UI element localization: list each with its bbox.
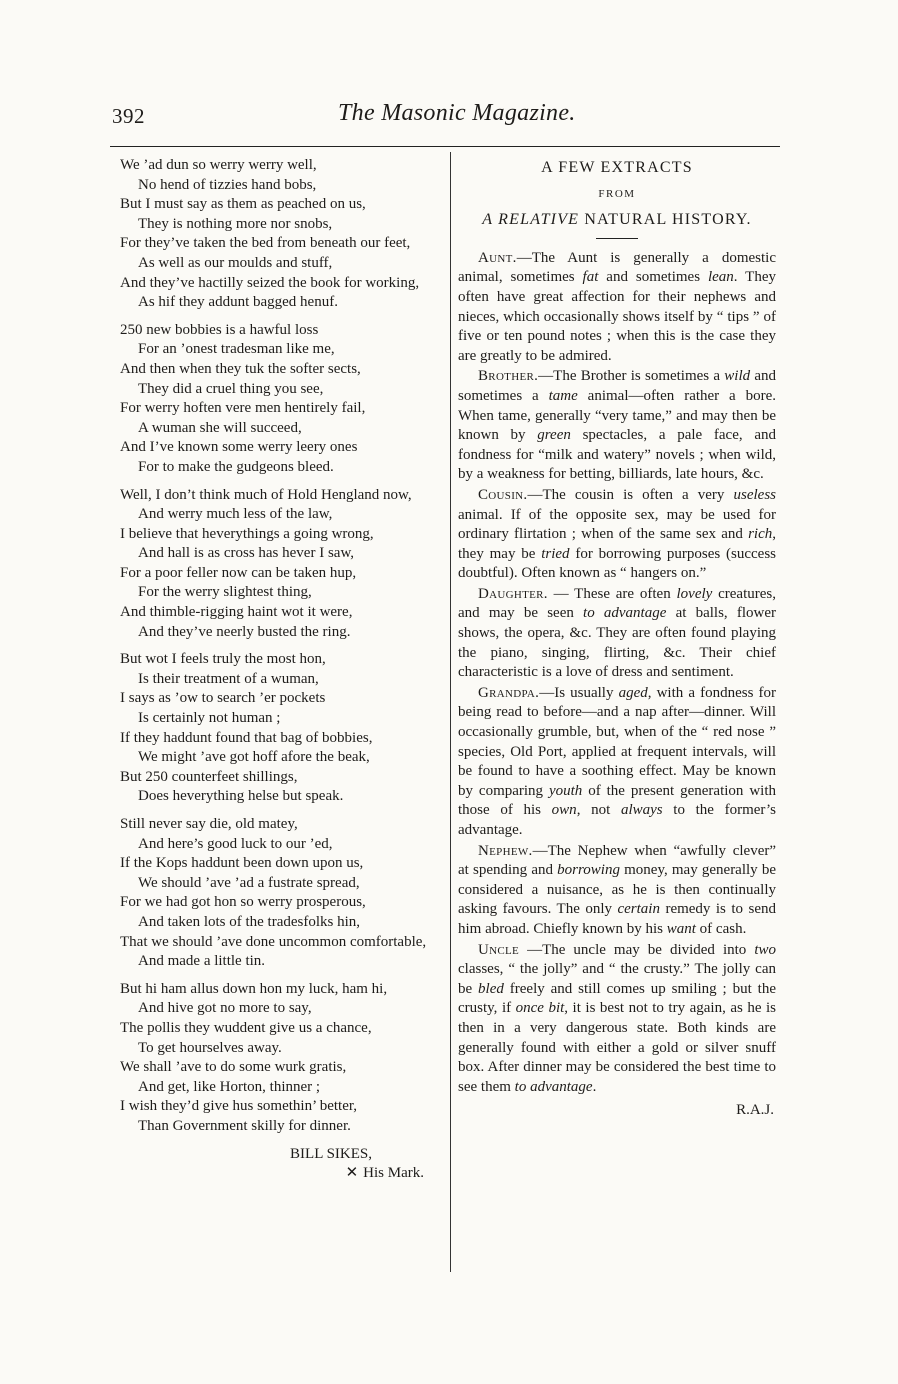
entry-aunt <box>458 249 776 367</box>
poem-line: We might ’ave got hoff afore the beak, <box>138 749 370 766</box>
article-entries <box>458 249 776 1098</box>
entry-term: Aunt. <box>478 249 517 266</box>
poem-line: I believe that heverythings a going wrong, <box>120 525 374 542</box>
poem-line: For the werry slightest thing, <box>138 584 312 601</box>
entry-uncle <box>458 941 776 1098</box>
column-divider <box>450 152 451 1272</box>
poem-line: Than Government skilly for dinner. <box>138 1117 351 1134</box>
poem-line: As well as our moulds and stuff, <box>138 254 333 271</box>
article-subtitle-rest: NATURAL HISTORY. <box>579 211 752 229</box>
poem-line: For to make the gudgeons bleed. <box>138 458 334 475</box>
poem-stanza <box>120 321 442 478</box>
entry-body: —The Nephew when “awfully clever” at spending and borrowing money, may generally be considered a nuisance, as he is then continually asking favours. The only certain remedy is to send him abroad. Chiefly known by his want of cash. <box>458 842 777 937</box>
entry-term: Cousin. <box>478 486 528 503</box>
poem-stanza <box>120 980 442 1137</box>
entry-brother <box>458 367 776 485</box>
entry-body: — These are often lovely creatures, and may be seen to advantage at balls, flower shows, the opera, &c. They are often found playing the piano, singing, flirting, &c. Their chief characteristic is a love of dress and sentiment. <box>458 585 777 681</box>
poem-stanza <box>120 815 442 972</box>
mark-text: His Mark. <box>363 1165 424 1182</box>
poem-line: To get hourselves away. <box>138 1039 282 1056</box>
poem-line: No hend of tizzies hand bobs, <box>138 176 317 193</box>
poem-line: I wish they’d give hus somethin’ better, <box>120 1098 357 1115</box>
poem-line: And made a little tin. <box>138 953 266 970</box>
poem-line: We ’ad dun so werry werry well, <box>120 157 317 173</box>
poem-line: If they haddunt found that bag of bobbies, <box>120 729 373 746</box>
poem-line: And thimble-rigging haint wot it were, <box>120 604 353 621</box>
poem-line: And werry much less of the law, <box>138 506 333 523</box>
author-initials: R.A.J. <box>736 1102 774 1119</box>
poem-signature: BILL SIKES, <box>290 1145 372 1162</box>
cross-mark-icon: ✕ <box>345 1165 359 1182</box>
poem-line: That we should ’ave done uncommon comfortable, <box>120 933 427 950</box>
poem-mark <box>120 1164 442 1184</box>
article-subtitle <box>458 210 776 230</box>
poem-line: And taken lots of the tradesfolks hin, <box>138 913 361 930</box>
entry-term: Uncle <box>478 941 520 958</box>
poem-line: Still never say die, old matey, <box>120 816 298 832</box>
poem-line: If the Kops haddunt been down upon us, <box>120 855 364 872</box>
poem-line: And get, like Horton, thinner ; <box>138 1078 321 1095</box>
poem-column <box>120 156 442 1184</box>
header-rule <box>110 146 780 147</box>
poem-line: And they’ve hactilly seized the book for working, <box>120 274 420 291</box>
entry-cousin <box>458 486 776 584</box>
poem-stanza <box>120 486 442 643</box>
poem-line: And here’s good luck to our ’ed, <box>138 835 333 852</box>
poem-line: But I must say as them as peached on us, <box>120 196 366 213</box>
entry-grandpa <box>458 684 776 841</box>
poem-line: But wot I feels truly the most hon, <box>120 651 326 668</box>
entry-daughter <box>458 585 776 683</box>
poem-stanzas <box>120 156 442 1137</box>
poem-line: Is their treatment of a wuman, <box>138 670 319 687</box>
poem-line: For werry hoften vere men hentirely fail, <box>120 400 366 417</box>
entry-body: —The Brother is sometimes a wild and sometimes a tame animal—often rather a bore. When tame, generally “very tame,” and may then be known by green spectacles, a pale face, and fondness for “milk and watery” novels ; when wild, by a weakness for betting, billiards, late hours, &c. <box>458 368 777 483</box>
poem-line: For an ’onest tradesman like me, <box>138 341 335 358</box>
poem-line: For they’ve taken the bed from beneath our feet, <box>120 235 411 252</box>
poem-line: And hive got no more to say, <box>138 1000 312 1017</box>
poem-line: But 250 counterfeet shillings, <box>120 768 298 785</box>
poem-line: A wuman she will succeed, <box>138 419 302 436</box>
entry-body: —Is usually aged, with a fondness for being read to before—and a nap after—dinner. Will occasionally grumble, but, when of the “ red nose ” species, Old Port, applied at frequent intervals, will be found to have a soothing effect. May be known by comparing youth of the present generation with those of his own, not always to the former’s advantage. <box>458 684 776 838</box>
poem-line: And they’ve neerly busted the ring. <box>138 623 351 640</box>
entry-term: Daughter. <box>478 585 548 602</box>
entry-body: —The uncle may be divided into two classes, “ the jolly” and “ the crusty.” The jolly can be bled freely and still comes up smiling ; but the crusty, if once bit, it is best not to try again, as he is then in a very dangerous state. Both kinds are generally found with either a gold or silver snuff box. After dinner may be considered the best time to see them to advantage. <box>458 941 777 1095</box>
poem-line: We shall ’ave to do some wurk gratis, <box>120 1059 347 1076</box>
entry-term: Grandpa. <box>478 684 540 701</box>
poem-line: And hall is as cross has hever I saw, <box>138 545 355 562</box>
article-title-from: FROM <box>598 187 636 200</box>
running-title: The Masonic Magazine. <box>338 100 576 126</box>
poem-stanza <box>120 650 442 807</box>
poem-line: And I’ve known some werry leery ones <box>120 439 358 456</box>
poem-line: As hif they addunt bagged henuf. <box>138 294 338 311</box>
poem-line: Does heverything helse but speak. <box>138 788 344 805</box>
title-rule <box>596 238 638 239</box>
entry-nephew <box>458 842 776 940</box>
page-number: 392 <box>112 104 145 128</box>
entry-term: Brother. <box>478 368 539 385</box>
poem-stanza <box>120 156 442 313</box>
article-title: A FEW EXTRACTS <box>541 159 693 176</box>
poem-line: I says as ’ow to search ’er pockets <box>120 690 326 707</box>
article-column <box>458 156 776 1121</box>
poem-line: They is nothing more nor snobs, <box>138 215 333 232</box>
poem-line: For we had got hon so werry prosperous, <box>120 894 366 911</box>
poem-line: For a poor feller now can be taken hup, <box>120 564 357 581</box>
entry-body: —The Aunt is generally a domestic animal, sometimes fat and sometimes lean. They often have great affection for their nephews and nieces, which occasionally shows itself by “ tips ” of five or ten pound notes ; when this is the case they are greatly to be admired. <box>458 249 776 364</box>
poem-line: We should ’ave ’ad a fustrate spread, <box>138 874 360 891</box>
entry-term: Nephew. <box>478 842 533 859</box>
poem-line: 250 new bobbies is a hawful loss <box>120 321 319 338</box>
poem-line: Well, I don’t think much of Hold Hengland now, <box>120 486 412 503</box>
poem-line: But hi ham allus down hon my luck, ham hi, <box>120 980 388 997</box>
article-subtitle-italic: A RELATIVE <box>482 211 580 229</box>
poem-line: And then when they tuk the softer sects, <box>120 360 361 377</box>
poem-line: The pollis they wuddent give us a chance, <box>120 1019 372 1036</box>
poem-line: Is certainly not human ; <box>138 710 281 727</box>
poem-line: They did a cruel thing you see, <box>138 380 324 397</box>
entry-body: —The cousin is often a very useless animal. If of the opposite sex, may be used for ordinary flirtation ; when of the same sex and rich, they may be tried for borrowing purposes (success doubtful). Often known as “ hangers on.” <box>458 486 776 582</box>
